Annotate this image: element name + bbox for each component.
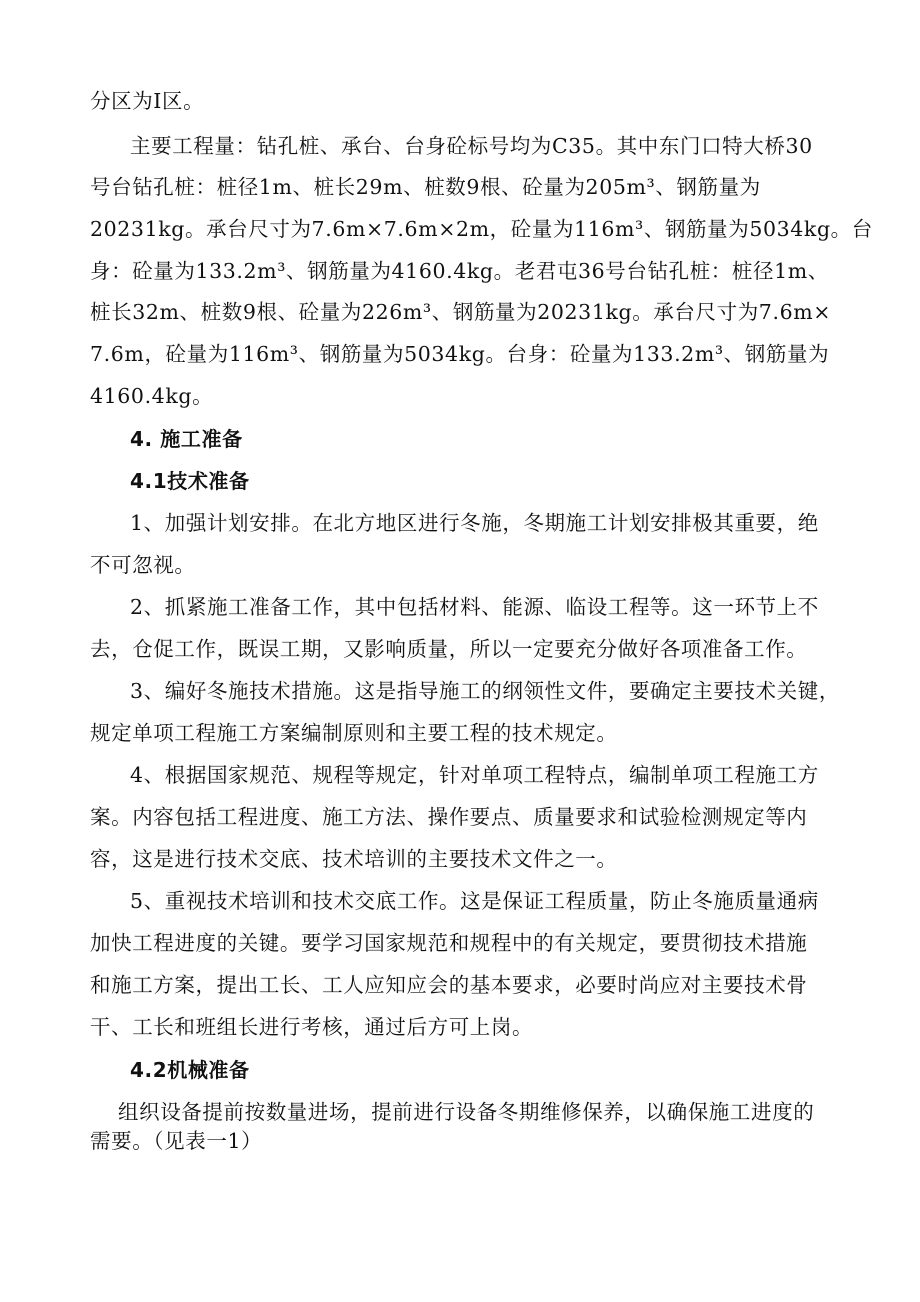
quantities-line-5: 桩长32m、桩数9根、砼量为226m³、钢筋量为20231kg。承台尺寸为7.6m× xyxy=(90,300,832,324)
section-4-heading: 4. 施工准备 xyxy=(130,427,243,451)
quantities-line-6: 7.6m，砼量为116m³、钢筋量为5034kg。台身：砼量为133.2m³、钢筋量为 xyxy=(90,342,830,366)
quantities-line-4: 身：砼量为133.2m³、钢筋量为4160.4kg。老君屯36号台钻孔桩：桩径1m、 xyxy=(90,259,829,283)
section-4-2-heading: 4.2机械准备 xyxy=(130,1058,250,1082)
item-2-line-1: 2、抓紧施工准备工作，其中包括材料、能源、临设工程等。这一环节上不 xyxy=(130,595,819,619)
item-5-line-4: 干、工长和班组长进行考核，通过后方可上岗。 xyxy=(90,1015,534,1039)
machine-para-line-2: 需要。（见表一1） xyxy=(90,1129,263,1153)
item-5-line-2: 加快工程进度的关键。要学习国家规范和规程中的有关规定，要贯彻技术措施 xyxy=(90,931,808,955)
section-4-1-heading: 4.1技术准备 xyxy=(130,469,250,493)
item-1-line-2: 不可忽视。 xyxy=(90,553,196,577)
item-3-line-2: 规定单项工程施工方案编制原则和主要工程的技术规定。 xyxy=(90,721,618,745)
intro-line: 分区为Ⅰ区。 xyxy=(90,89,205,113)
quantities-line-1: 主要工程量：钻孔桩、承台、台身砼标号均为C35。其中东门口特大桥30 xyxy=(130,134,813,158)
quantities-line-2: 号台钻孔桩：桩径1m、桩长29m、桩数9根、砼量为205m³、钢筋量为 xyxy=(90,175,761,199)
item-5-line-1: 5、重视技术培训和技术交底工作。这是保证工程质量，防止冬施质量通病 xyxy=(130,889,819,913)
item-4-line-3: 容，这是进行技术交底、技术培训的主要技术文件之一。 xyxy=(90,847,618,871)
item-4-line-1: 4、根据国家规范、规程等规定，针对单项工程特点，编制单项工程施工方 xyxy=(130,763,819,787)
item-3-line-1: 3、编好冬施技术措施。这是指导施工的纲领性文件，要确定主要技术关键， xyxy=(130,679,840,703)
item-4-line-2: 案。内容包括工程进度、施工方法、操作要点、质量要求和试验检测规定等内 xyxy=(90,805,808,829)
machine-para-line-1: 组织设备提前按数量进场，提前进行设备冬期维修保养，以确保施工进度的 xyxy=(118,1100,815,1124)
item-1-line-1: 1、加强计划安排。在北方地区进行冬施，冬期施工计划安排极其重要，绝 xyxy=(130,511,819,535)
quantities-line-3: 20231kg。承台尺寸为7.6m×7.6m×2m，砼量为116m³、钢筋量为5034kg。台 xyxy=(90,217,873,241)
item-2-line-2: 去，仓促工作，既误工期，又影响质量，所以一定要充分做好各项准备工作。 xyxy=(90,637,808,661)
item-5-line-3: 和施工方案，提出工长、工人应知应会的基本要求，必要时尚应对主要技术骨 xyxy=(90,973,808,997)
quantities-line-7: 4160.4kg。 xyxy=(90,384,214,408)
